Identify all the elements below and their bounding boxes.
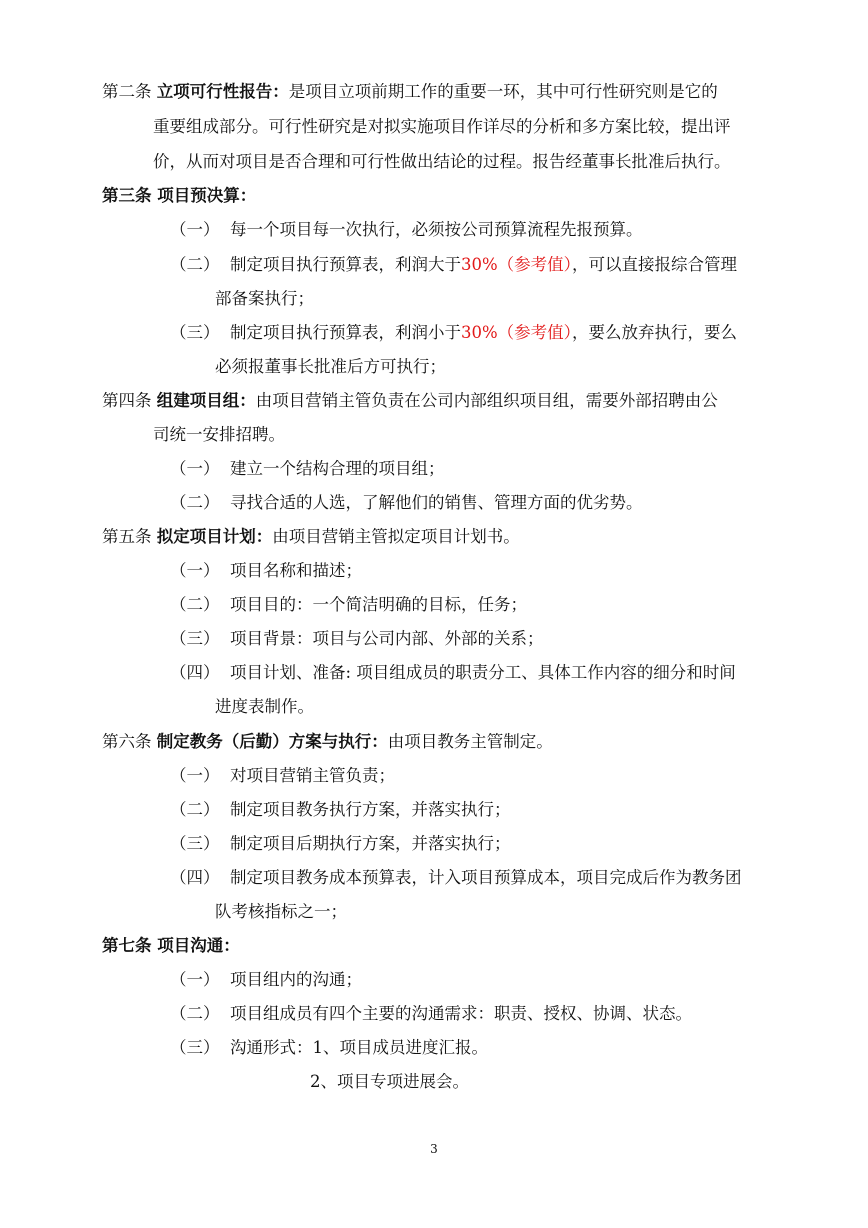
article-4-line-2: 司统一安排招聘。 — [153, 425, 285, 444]
article-text: 由项目营销主管拟定项目计划书。 — [272, 527, 520, 546]
article-7-item-2 — [170, 1006, 692, 1023]
item-text: 项目名称和描述； — [230, 561, 362, 580]
article-label: 第五条 — [102, 527, 152, 546]
page-number: 3 — [430, 1142, 438, 1156]
item-number: （三） — [170, 1038, 220, 1057]
item-text: ，要么放弃执行，要么 — [571, 323, 737, 342]
article-text: 由项目营销主管负责在公司内部组织项目组，需要外部招聘由公 — [255, 391, 718, 410]
article-label: 第六条 — [102, 732, 152, 751]
article-title: 拟定项目计划： — [156, 527, 273, 546]
article-3-item-2-cont: 部备案执行； — [215, 289, 314, 308]
item-number: （二） — [170, 1004, 220, 1023]
item-number: （四） — [170, 663, 220, 682]
item-text: 每一个项目每一次执行，必须按公司预算流程先报预算。 — [230, 220, 643, 239]
article-7-item-1 — [170, 972, 362, 989]
article-title: 组建项目组： — [156, 391, 256, 410]
article-2-line-1 — [102, 84, 718, 101]
item-number: （二） — [170, 255, 220, 274]
item-text: 项目计划、准备: 项目组成员的职责分工、具体工作内容的细分和时间 — [230, 663, 736, 682]
article-3-item-1 — [170, 222, 643, 239]
article-5-line-1 — [102, 529, 520, 546]
item-number: （一） — [170, 766, 220, 785]
article-6-item-2 — [170, 802, 511, 819]
article-label: 第三条 — [102, 186, 152, 205]
article-title: 制定教务（后勤）方案与执行： — [156, 732, 388, 751]
article-7-item-3-cont: 2、项目专项进展会。 — [310, 1072, 469, 1091]
article-7-item-3 — [170, 1040, 488, 1057]
item-number: （一） — [170, 459, 220, 478]
reference-value: 30%（参考值） — [461, 255, 572, 274]
article-6-item-1 — [170, 768, 395, 785]
item-text: 项目背景：项目与公司内部、外部的关系； — [230, 629, 544, 648]
item-number: （一） — [170, 220, 220, 239]
item-text: 项目目的：一个简洁明确的目标，任务； — [230, 595, 527, 614]
item-text: 寻找合适的人选，了解他们的销售、管理方面的优劣势。 — [230, 493, 643, 512]
item-number: （二） — [170, 595, 220, 614]
article-7-heading — [102, 938, 240, 955]
item-text: 制定项目教务执行方案，并落实执行； — [230, 800, 511, 819]
item-text: 建立一个结构合理的项目组； — [230, 459, 445, 478]
item-text: 项目组内的沟通； — [230, 970, 362, 989]
article-6-line-1 — [102, 734, 553, 751]
article-6-item-3 — [170, 836, 511, 853]
item-text: 制定项目执行预算表，利润小于 — [230, 323, 461, 342]
article-4-item-1 — [170, 461, 445, 478]
item-number: （二） — [170, 800, 220, 819]
article-5-item-3 — [170, 631, 544, 648]
article-title: 项目预决算： — [157, 186, 257, 205]
item-text: 对项目营销主管负责； — [230, 766, 395, 785]
item-number: （二） — [170, 493, 220, 512]
article-5-item-1 — [170, 563, 362, 580]
article-title: 项目沟通： — [157, 936, 240, 955]
item-text: 项目组成员有四个主要的沟通需求：职责、授权、协调、状态。 — [230, 1004, 692, 1023]
item-number: （一） — [170, 561, 220, 580]
article-text: 由项目教务主管制定。 — [387, 732, 553, 751]
article-label: 第七条 — [102, 936, 152, 955]
article-text: 是项目立项前期工作的重要一环，其中可行性研究则是它的 — [288, 82, 718, 101]
item-number: （一） — [170, 970, 220, 989]
article-3-item-3 — [170, 325, 737, 342]
article-5-item-4-cont: 进度表制作。 — [215, 697, 314, 716]
item-number: （三） — [170, 629, 220, 648]
item-text: 制定项目执行预算表，利润大于 — [230, 255, 461, 274]
article-label: 第二条 — [102, 82, 152, 101]
article-4-line-1 — [102, 393, 718, 410]
item-number: （三） — [170, 834, 220, 853]
item-text: 制定项目后期执行方案，并落实执行； — [230, 834, 511, 853]
article-4-item-2 — [170, 495, 643, 512]
reference-value: 30%（参考值） — [461, 323, 572, 342]
article-3-item-2 — [170, 257, 737, 274]
article-5-item-4 — [170, 665, 736, 682]
article-title: 立项可行性报告： — [156, 82, 289, 101]
item-text: 沟通形式：1、项目成员进度汇报。 — [230, 1038, 488, 1057]
article-6-item-4 — [170, 870, 742, 887]
item-text: 制定项目教务成本预算表，计入项目预算成本，项目完成后作为教务团 — [230, 868, 742, 887]
article-2-line-2: 重要组成部分。可行性研究是对拟实施项目作详尽的分析和多方案比较，提出评 — [153, 117, 731, 136]
article-3-heading — [102, 188, 256, 205]
item-text: ，可以直接报综合管理 — [571, 255, 737, 274]
article-6-item-4-cont: 队考核指标之一； — [215, 902, 347, 921]
article-2-line-3: 价，从而对项目是否合理和可行性做出结论的过程。报告经董事长批准后执行。 — [153, 152, 731, 171]
item-number: （四） — [170, 868, 220, 887]
article-5-item-2 — [170, 597, 527, 614]
article-label: 第四条 — [102, 391, 152, 410]
article-3-item-3-cont: 必须报董事长批准后方可执行； — [215, 357, 446, 376]
item-number: （三） — [170, 323, 220, 342]
